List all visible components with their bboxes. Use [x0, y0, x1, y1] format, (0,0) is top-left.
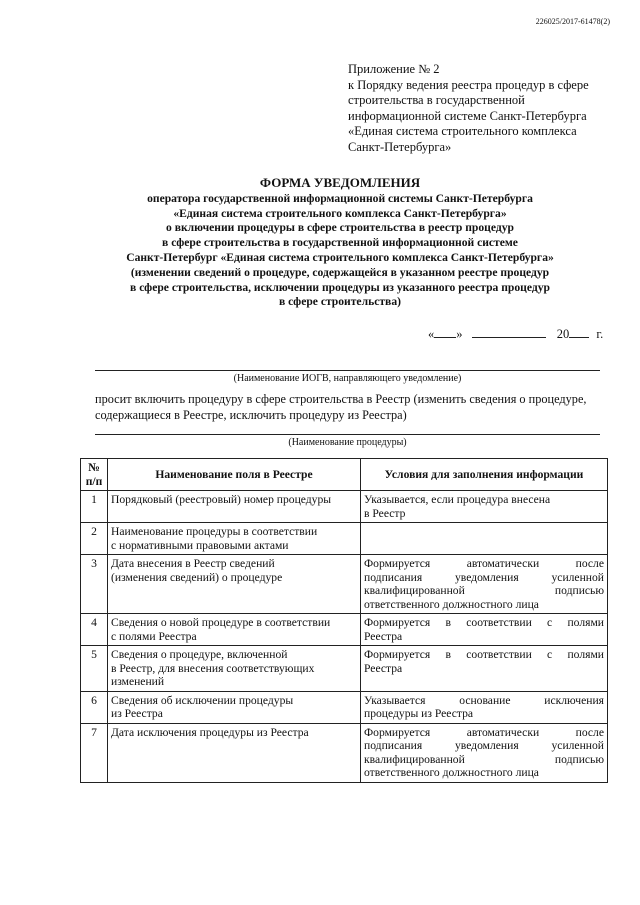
- header-field: Наименование поля в Реестре: [108, 459, 361, 491]
- field-name-line: из Реестра: [111, 707, 163, 720]
- form-title-line: в сфере строительства в государственной информационной системе: [162, 236, 518, 250]
- field-name-line: Дата исключения процедуры из Реестра: [111, 725, 309, 739]
- procedure-name-line: [95, 434, 600, 435]
- appendix-header: [348, 62, 610, 156]
- form-title-line: (изменении сведений о процедуре, содержащейся в указанном реестре процедур: [130, 265, 550, 279]
- form-title-line: оператора государственной информационной системы Санкт-Петербурга: [147, 191, 533, 205]
- field-name-cell: [108, 555, 361, 614]
- conditions-line: квалифицированной подписью: [364, 752, 604, 766]
- field-name-line: с полями Реестра: [111, 629, 197, 643]
- field-name-line: с нормативными правовыми актами: [111, 538, 289, 552]
- header-num-line1: №: [88, 461, 100, 474]
- date-close-quote: »: [456, 327, 463, 341]
- year-prefix: 20: [556, 327, 570, 341]
- conditions-line: в Реестр: [364, 506, 406, 520]
- conditions-line: подписания уведомления усиленной: [364, 570, 604, 584]
- header-conditions: Условия для заполнения информации: [361, 459, 608, 491]
- row-number: 3: [81, 555, 108, 614]
- conditions-line: Формируется автоматически после: [364, 557, 604, 570]
- iogv-caption: (Наименование ИОГВ, направляющего уведомление): [233, 373, 462, 384]
- header-num: [81, 459, 108, 491]
- field-name-cell: [108, 614, 361, 646]
- conditions-cell: [361, 691, 608, 723]
- document-number: 226025/2017-61478(2): [535, 17, 610, 26]
- field-name-line: Сведения о новой процедуре в соответствии: [111, 616, 331, 629]
- row-number: 7: [81, 723, 108, 782]
- form-title-line: «Единая система строительного комплекса Санкт-Петербурга»: [173, 206, 507, 220]
- date-open-quote: «: [428, 327, 435, 341]
- iogv-name-line: [95, 370, 600, 371]
- conditions-cell: [361, 646, 608, 692]
- conditions-line: Формируется в соответствии с полями: [364, 616, 604, 629]
- procedure-caption: (Наименование процедуры): [288, 437, 407, 448]
- appendix-line: информационной системе Санкт-Петербурга: [348, 108, 587, 123]
- row-number: 6: [81, 691, 108, 723]
- conditions-line: Формируется в соответствии с полями: [364, 648, 604, 661]
- table-row: [81, 723, 608, 782]
- day-blank: [434, 326, 456, 338]
- conditions-cell: [361, 523, 608, 555]
- row-number: 5: [81, 646, 108, 692]
- conditions-cell: [361, 723, 608, 782]
- table-row: [81, 614, 608, 646]
- conditions-line: процедуры из Реестра: [364, 707, 474, 720]
- field-name-cell: [108, 491, 361, 523]
- conditions-cell: [361, 491, 608, 523]
- conditions-line: Указывается основание исключения: [364, 693, 604, 707]
- appendix-line: «Единая система строительного комплекса: [348, 124, 577, 139]
- field-name-line: Наименование процедуры в соответствии: [111, 525, 318, 538]
- appendix-line: к Порядку ведения реестра процедур в сфере: [348, 77, 589, 92]
- table-row: [81, 646, 608, 692]
- appendix-line: Санкт-Петербурга»: [348, 139, 452, 154]
- field-name-line: в Реестр, для внесения соответствующих: [111, 661, 315, 675]
- month-blank: [472, 326, 546, 338]
- year-suffix: г.: [596, 327, 604, 341]
- form-title-line: Санкт-Петербург «Единая система строительного комплекса Санкт-Петербурга»: [126, 250, 554, 264]
- conditions-cell: [361, 555, 608, 614]
- request-line: просит включить процедуру в сфере строительства в Реестр (изменить сведения о процедуре,: [95, 392, 587, 406]
- conditions-line: ответственного должностного лица: [364, 597, 539, 611]
- appendix-line: Приложение № 2: [348, 62, 440, 76]
- field-name-line: Дата внесения в Реестр сведений: [111, 557, 275, 570]
- field-name-line: Сведения об исключении процедуры: [111, 693, 294, 707]
- conditions-line: Формируется автоматически после: [364, 725, 604, 739]
- row-number: 4: [81, 614, 108, 646]
- row-number: 2: [81, 523, 108, 555]
- header-num-line2: п/п: [85, 474, 103, 488]
- conditions-line: подписания уведомления усиленной: [364, 739, 604, 752]
- conditions-cell: [361, 614, 608, 646]
- conditions-line: Реестра: [364, 629, 403, 643]
- form-title-line: в сфере строительства): [279, 295, 401, 309]
- table-row: [81, 523, 608, 555]
- field-name-cell: [108, 646, 361, 692]
- table-body: [81, 491, 608, 783]
- table-row: [81, 691, 608, 723]
- conditions-line: Реестра: [364, 661, 403, 675]
- field-name-cell: [108, 691, 361, 723]
- registry-fields-table: [80, 458, 608, 783]
- year-blank: [569, 326, 589, 338]
- conditions-line: ответственного должностного лица: [364, 766, 539, 779]
- form-title: [60, 176, 620, 310]
- row-number: 1: [81, 491, 108, 523]
- conditions-line: квалифицированной подписью: [364, 584, 604, 597]
- field-name-line: изменений: [111, 675, 165, 688]
- field-name-line: Сведения о процедуре, включенной: [111, 648, 288, 661]
- field-name-cell: [108, 723, 361, 782]
- field-name-line: Порядковый (реестровый) номер процедуры: [111, 493, 332, 506]
- request-line: содержащиеся в Реестре, исключить процедуру из Реестра): [95, 407, 407, 422]
- table-row: [81, 491, 608, 523]
- form-title-main: ФОРМА УВЕДОМЛЕНИЯ: [259, 175, 421, 190]
- field-name-cell: [108, 523, 361, 555]
- table-row: [81, 555, 608, 614]
- appendix-line: строительства в государственной: [348, 93, 525, 108]
- field-name-line: (изменения сведений) о процедуре: [111, 570, 283, 584]
- request-text: [95, 392, 610, 423]
- form-title-line: о включении процедуры в сфере строительства в реестр процедур: [166, 221, 514, 235]
- date-line: [428, 326, 603, 342]
- form-title-line: в сфере строительства, исключении процедуры из указанного реестра процедур: [130, 280, 550, 294]
- table-header-row: [81, 459, 608, 491]
- conditions-line: Указывается, если процедура внесена: [364, 493, 551, 506]
